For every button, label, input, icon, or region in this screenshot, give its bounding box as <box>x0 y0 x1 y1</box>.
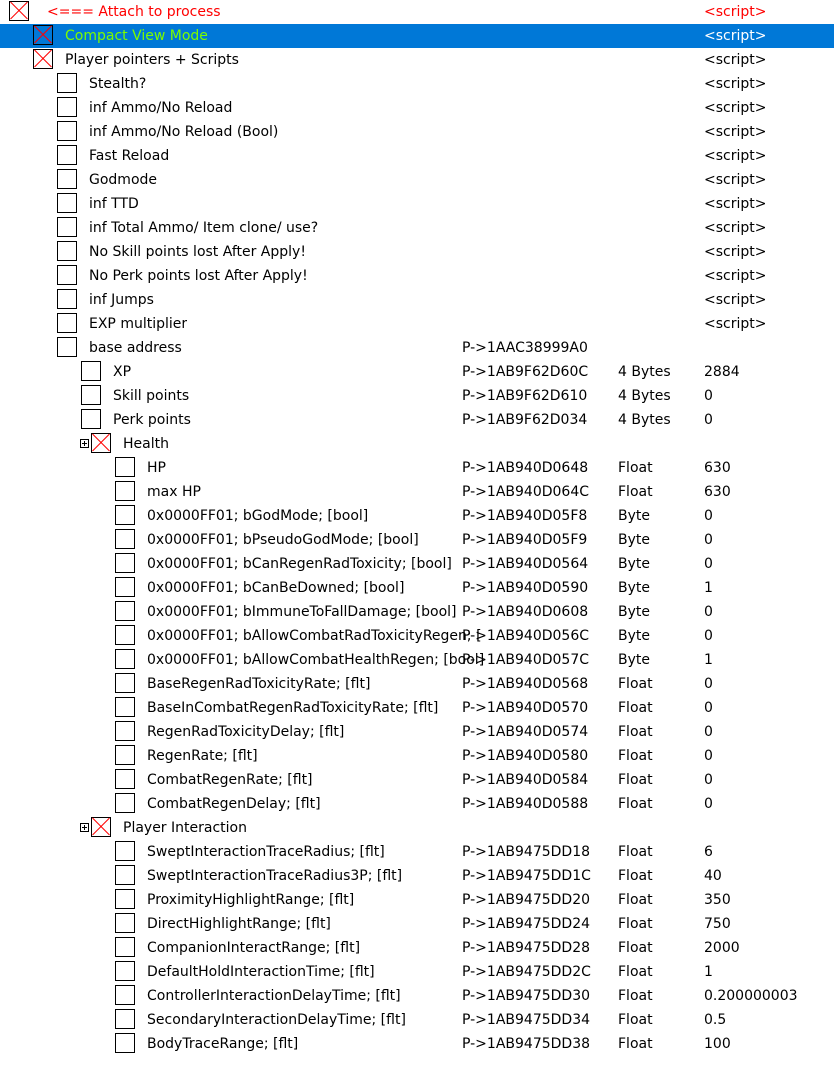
godmode-row[interactable] <box>0 168 834 192</box>
value-cell: <script> <box>704 196 767 212</box>
description-cell: 0x0000FF01; bAllowCombatRadToxicityRegen; [ <box>147 628 482 644</box>
description-cell: CompanionInteractRange; [flt] <box>147 940 361 956</box>
controllerinteractiondelaytime-row[interactable] <box>0 984 834 1008</box>
description-cell: DefaultHoldInteractionTime; [flt] <box>147 964 375 980</box>
description-cell: Skill points <box>113 388 190 404</box>
active-checkbox[interactable] <box>115 937 135 957</box>
address-cell: P->1AB9F62D610 <box>462 388 588 404</box>
combatregenrate-row[interactable] <box>0 768 834 792</box>
value-cell: 0 <box>704 508 713 524</box>
value-cell: <script> <box>704 292 767 308</box>
value-cell: <script> <box>704 4 767 20</box>
active-checkbox[interactable] <box>115 457 135 477</box>
description-cell: SweptInteractionTraceRadius; [flt] <box>147 844 385 860</box>
description-cell: Compact View Mode <box>65 28 208 44</box>
type-cell: Float <box>618 988 653 1004</box>
value-cell: 0.5 <box>704 1012 727 1028</box>
active-checkbox[interactable] <box>115 745 135 765</box>
active-checkbox[interactable] <box>115 769 135 789</box>
active-checkbox[interactable] <box>57 241 77 261</box>
value-cell: 350 <box>704 892 731 908</box>
value-cell: <script> <box>704 148 767 164</box>
type-cell: Byte <box>618 532 650 548</box>
expand-toggle-icon[interactable] <box>80 823 89 832</box>
active-checkbox[interactable] <box>57 97 77 117</box>
value-cell: <script> <box>704 316 767 332</box>
expand-toggle-icon[interactable] <box>80 439 89 448</box>
address-cell: P->1AB940D064C <box>462 484 590 500</box>
address-cell: P->1AB9F62D60C <box>462 364 589 380</box>
regenradtoxicitydelay-row[interactable] <box>0 720 834 744</box>
type-cell: Float <box>618 844 653 860</box>
type-cell: Float <box>618 1012 653 1028</box>
combatregendelay-row[interactable] <box>0 792 834 816</box>
description-cell: Perk points <box>113 412 191 428</box>
active-checkbox[interactable] <box>115 841 135 861</box>
description-cell: Stealth? <box>89 76 147 92</box>
address-cell: P->1AB9475DD30 <box>462 988 591 1004</box>
address-cell: P->1AB940D0590 <box>462 580 589 596</box>
description-cell: 0x0000FF01; bImmuneToFallDamage; [bool] <box>147 604 457 620</box>
address-cell: P->1AB9475DD24 <box>462 916 591 932</box>
type-cell: Float <box>618 964 653 980</box>
type-cell: Float <box>618 676 653 692</box>
address-cell: P->1AB940D057C <box>462 652 590 668</box>
description-cell: RegenRate; [flt] <box>147 748 258 764</box>
bcanregenradtoxicity-row[interactable] <box>0 552 834 576</box>
description-cell: Fast Reload <box>89 148 170 164</box>
active-checkbox[interactable] <box>57 337 77 357</box>
value-cell: 630 <box>704 484 731 500</box>
description-cell: BodyTraceRange; [flt] <box>147 1036 299 1052</box>
skill-points-row[interactable] <box>0 384 834 408</box>
active-checkbox[interactable] <box>115 577 135 597</box>
address-cell: P->1AB940D05F8 <box>462 508 588 524</box>
description-cell: RegenRadToxicityDelay; [flt] <box>147 724 345 740</box>
inf-total-ammo-row[interactable] <box>0 216 834 240</box>
inf-ammo-row[interactable] <box>0 96 834 120</box>
address-cell: P->1AB940D05F9 <box>462 532 588 548</box>
active-checkbox[interactable] <box>115 793 135 813</box>
stealth-row[interactable] <box>0 72 834 96</box>
type-cell: Float <box>618 460 653 476</box>
active-checkbox[interactable] <box>57 145 77 165</box>
description-cell: HP <box>147 460 166 476</box>
type-cell: Float <box>618 748 653 764</box>
description-cell: inf Jumps <box>89 292 154 308</box>
description-cell: No Skill points lost After Apply! <box>89 244 306 260</box>
type-cell: 4 Bytes <box>618 364 671 380</box>
value-cell: 40 <box>704 868 722 884</box>
active-checkbox[interactable] <box>57 289 77 309</box>
address-cell: P->1AB9475DD18 <box>462 844 591 860</box>
address-cell: P->1AB940D0568 <box>462 676 589 692</box>
address-cell: P->1AB9475DD38 <box>462 1036 591 1052</box>
type-cell: Byte <box>618 628 650 644</box>
value-cell: <script> <box>704 52 767 68</box>
value-cell: <script> <box>704 244 767 260</box>
value-cell: 1 <box>704 580 713 596</box>
value-cell: 6 <box>704 844 713 860</box>
value-cell: 0 <box>704 628 713 644</box>
description-cell: Health <box>123 436 169 452</box>
description-cell: DirectHighlightRange; [flt] <box>147 916 331 932</box>
type-cell: Byte <box>618 652 650 668</box>
value-cell: <script> <box>704 28 767 44</box>
description-cell: CombatRegenDelay; [flt] <box>147 796 321 812</box>
description-cell: BaseRegenRadToxicityRate; [flt] <box>147 676 371 692</box>
description-cell: 0x0000FF01; bPseudoGodMode; [bool] <box>147 532 419 548</box>
value-cell: 0 <box>704 412 713 428</box>
value-cell: 0 <box>704 532 713 548</box>
address-cell: P->1AB940D0574 <box>462 724 589 740</box>
active-checkbox[interactable] <box>115 505 135 525</box>
active-checkbox[interactable] <box>81 361 101 381</box>
active-checkbox[interactable] <box>115 961 135 981</box>
description-cell: inf Ammo/No Reload <box>89 100 233 116</box>
description-cell: SecondaryInteractionDelayTime; [flt] <box>147 1012 406 1028</box>
max-hp-row[interactable] <box>0 480 834 504</box>
description-cell: XP <box>113 364 132 380</box>
type-cell: Float <box>618 700 653 716</box>
active-checkbox[interactable] <box>115 649 135 669</box>
attach-to-process-row[interactable] <box>0 0 834 24</box>
active-checkbox[interactable] <box>57 73 77 93</box>
description-cell: inf Total Ammo/ Item clone/ use? <box>89 220 319 236</box>
active-checkbox[interactable] <box>115 553 135 573</box>
type-cell: Float <box>618 868 653 884</box>
active-checkbox[interactable] <box>115 529 135 549</box>
health-group-row[interactable] <box>0 432 834 456</box>
type-cell: Byte <box>618 604 650 620</box>
value-cell: 0.200000003 <box>704 988 798 1004</box>
active-checkbox[interactable] <box>91 433 111 453</box>
active-checkbox[interactable] <box>115 673 135 693</box>
type-cell: Float <box>618 916 653 932</box>
value-cell: 100 <box>704 1036 731 1052</box>
value-cell: 0 <box>704 700 713 716</box>
active-checkbox[interactable] <box>115 481 135 501</box>
address-cell: P->1AB940D0570 <box>462 700 589 716</box>
value-cell: <script> <box>704 268 767 284</box>
active-checkbox[interactable] <box>57 313 77 333</box>
address-cell: P->1AB940D0648 <box>462 460 589 476</box>
active-checkbox[interactable] <box>33 25 53 45</box>
hp-row[interactable] <box>0 456 834 480</box>
value-cell: 0 <box>704 604 713 620</box>
description-cell: base address <box>89 340 182 356</box>
active-checkbox[interactable] <box>91 817 111 837</box>
regenrate-row[interactable] <box>0 744 834 768</box>
address-cell: P->1AB9475DD1C <box>462 868 591 884</box>
bgodmode-row[interactable] <box>0 504 834 528</box>
secondaryinteractiondelaytime-row[interactable] <box>0 1008 834 1032</box>
description-cell: inf Ammo/No Reload (Bool) <box>89 124 279 140</box>
active-checkbox[interactable] <box>115 889 135 909</box>
description-cell: SweptInteractionTraceRadius3P; [flt] <box>147 868 403 884</box>
address-cell: P->1AB9475DD2C <box>462 964 591 980</box>
inf-ammo-bool-row[interactable] <box>0 120 834 144</box>
active-checkbox[interactable] <box>115 697 135 717</box>
address-cell: P->1AB9F62D034 <box>462 412 588 428</box>
description-cell: Player pointers + Scripts <box>65 52 239 68</box>
compact-view-mode-row[interactable] <box>0 24 834 48</box>
xp-row[interactable] <box>0 360 834 384</box>
description-cell: No Perk points lost After Apply! <box>89 268 308 284</box>
address-cell: P->1AB9475DD20 <box>462 892 591 908</box>
baseregenradtoxicityrate-row[interactable] <box>0 672 834 696</box>
description-cell: ProximityHighlightRange; [flt] <box>147 892 355 908</box>
inf-ttd-row[interactable] <box>0 192 834 216</box>
active-checkbox[interactable] <box>81 385 101 405</box>
value-cell: 1 <box>704 652 713 668</box>
description-cell: 0x0000FF01; bCanRegenRadToxicity; [bool] <box>147 556 452 572</box>
description-cell: Godmode <box>89 172 158 188</box>
address-cell: P->1AB9475DD28 <box>462 940 591 956</box>
ballowcombathealthregen-row[interactable] <box>0 648 834 672</box>
type-cell: Float <box>618 940 653 956</box>
ballowcombatradtoxicityregen-row[interactable] <box>0 624 834 648</box>
player-pointers-scripts-row[interactable] <box>0 48 834 72</box>
active-checkbox[interactable] <box>57 121 77 141</box>
value-cell: 0 <box>704 748 713 764</box>
perk-points-row[interactable] <box>0 408 834 432</box>
description-cell: <=== Attach to process <box>47 4 221 20</box>
value-cell: <script> <box>704 124 767 140</box>
value-cell: <script> <box>704 76 767 92</box>
player-interaction-group-row[interactable] <box>0 816 834 840</box>
directhighlightrange-row[interactable] <box>0 912 834 936</box>
active-checkbox[interactable] <box>115 1009 135 1029</box>
value-cell: 0 <box>704 676 713 692</box>
address-cell: P->1AB9475DD34 <box>462 1012 591 1028</box>
type-cell: Float <box>618 892 653 908</box>
address-cell: P->1AB940D0608 <box>462 604 589 620</box>
description-cell: CombatRegenRate; [flt] <box>147 772 313 788</box>
description-cell: 0x0000FF01; bGodMode; [bool] <box>147 508 369 524</box>
inf-jumps-row[interactable] <box>0 288 834 312</box>
address-cell: P->1AB940D0584 <box>462 772 589 788</box>
address-cell: P->1AB940D0588 <box>462 796 589 812</box>
active-checkbox[interactable] <box>115 985 135 1005</box>
active-checkbox[interactable] <box>33 49 53 69</box>
companioninteractrange-row[interactable] <box>0 936 834 960</box>
active-checkbox[interactable] <box>115 601 135 621</box>
type-cell: Float <box>618 724 653 740</box>
active-checkbox[interactable] <box>57 169 77 189</box>
baseincombatregenradtoxicityrate-row[interactable] <box>0 696 834 720</box>
description-cell: inf TTD <box>89 196 139 212</box>
no-skill-points-lost-row[interactable] <box>0 240 834 264</box>
type-cell: 4 Bytes <box>618 412 671 428</box>
description-cell: max HP <box>147 484 201 500</box>
description-cell: BaseInCombatRegenRadToxicityRate; [flt] <box>147 700 439 716</box>
type-cell: Float <box>618 1036 653 1052</box>
proximityhighlightrange-row[interactable] <box>0 888 834 912</box>
active-checkbox[interactable] <box>57 217 77 237</box>
type-cell: Float <box>618 796 653 812</box>
type-cell: Byte <box>618 580 650 596</box>
base-address-row[interactable] <box>0 336 834 360</box>
type-cell: Float <box>618 484 653 500</box>
address-cell: P->1AB940D0580 <box>462 748 589 764</box>
active-checkbox[interactable] <box>9 1 29 21</box>
active-checkbox[interactable] <box>115 1033 135 1053</box>
description-cell: EXP multiplier <box>89 316 188 332</box>
value-cell: <script> <box>704 100 767 116</box>
value-cell: 0 <box>704 724 713 740</box>
value-cell: 0 <box>704 556 713 572</box>
sweptinteractiontraceradius3p-row[interactable] <box>0 864 834 888</box>
value-cell: 0 <box>704 772 713 788</box>
value-cell: 2884 <box>704 364 740 380</box>
value-cell: 750 <box>704 916 731 932</box>
value-cell: 630 <box>704 460 731 476</box>
type-cell: Float <box>618 772 653 788</box>
address-cell: P->1AAC38999A0 <box>462 340 588 356</box>
exp-multiplier-row[interactable] <box>0 312 834 336</box>
no-perk-points-lost-row[interactable] <box>0 264 834 288</box>
bodytracerange-row[interactable] <box>0 1032 834 1056</box>
active-checkbox[interactable] <box>57 193 77 213</box>
description-cell: Player Interaction <box>123 820 247 836</box>
value-cell: 0 <box>704 388 713 404</box>
active-checkbox[interactable] <box>115 625 135 645</box>
value-cell: <script> <box>704 220 767 236</box>
fast-reload-row[interactable] <box>0 144 834 168</box>
address-cell: P->1AB940D056C <box>462 628 590 644</box>
value-cell: 1 <box>704 964 713 980</box>
active-checkbox[interactable] <box>115 865 135 885</box>
bcanbedowned-row[interactable] <box>0 576 834 600</box>
description-cell: 0x0000FF01; bAllowCombatHealthRegen; [bool] <box>147 652 485 668</box>
type-cell: 4 Bytes <box>618 388 671 404</box>
description-cell: ControllerInteractionDelayTime; [flt] <box>147 988 401 1004</box>
active-checkbox[interactable] <box>115 721 135 741</box>
value-cell: 0 <box>704 796 713 812</box>
active-checkbox[interactable] <box>57 265 77 285</box>
bpseudogodmode-row[interactable] <box>0 528 834 552</box>
active-checkbox[interactable] <box>115 913 135 933</box>
active-checkbox[interactable] <box>81 409 101 429</box>
type-cell: Byte <box>618 508 650 524</box>
value-cell: <script> <box>704 172 767 188</box>
bimmunetofalldamage-row[interactable] <box>0 600 834 624</box>
address-cell: P->1AB940D0564 <box>462 556 589 572</box>
sweptinteractiontraceradius-row[interactable] <box>0 840 834 864</box>
defaultholdinteractiontime-row[interactable] <box>0 960 834 984</box>
description-cell: 0x0000FF01; bCanBeDowned; [bool] <box>147 580 405 596</box>
type-cell: Byte <box>618 556 650 572</box>
value-cell: 2000 <box>704 940 740 956</box>
